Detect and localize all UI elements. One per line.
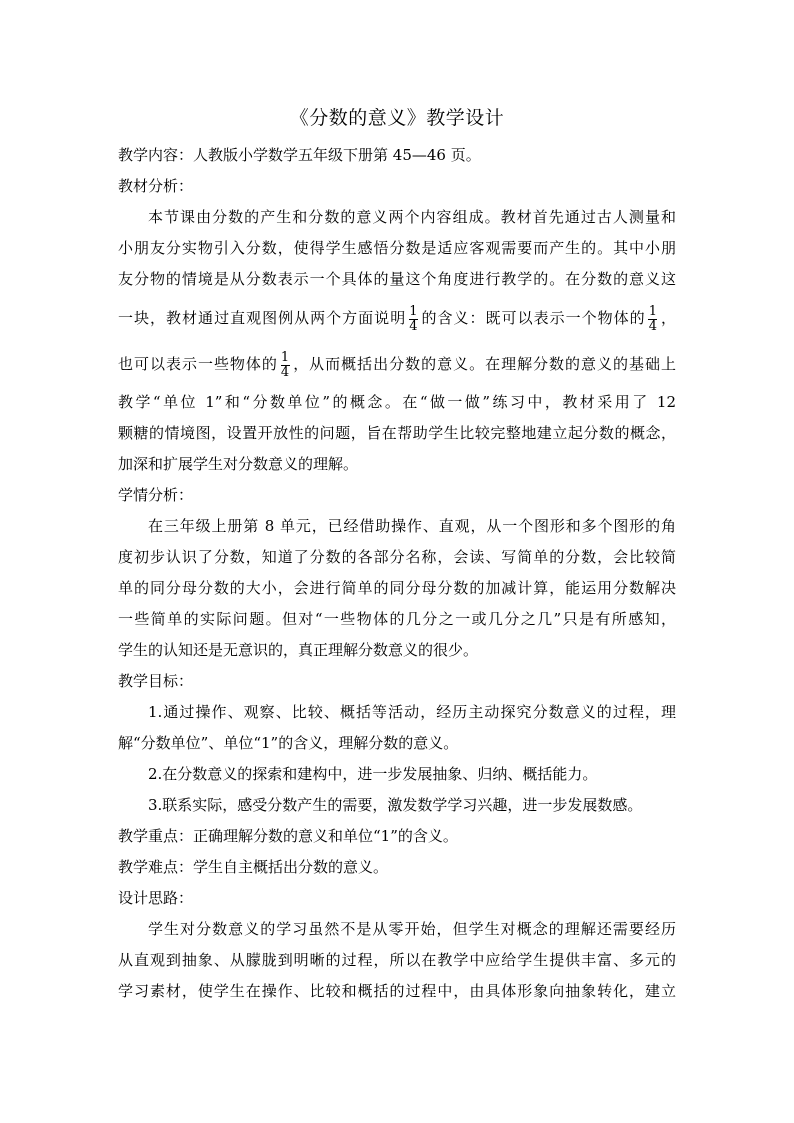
material-analysis-paragraph	[118, 202, 676, 480]
text-line: 单的同分母分数的大小，会进行简单的同分母分数的加减计算，能运用分数解决	[118, 579, 676, 597]
goal-item: 1.通过操作、观察、比较、概括等活动，经历主动探究分数意义的过程，理	[148, 703, 676, 721]
teaching-content: 教学内容：人教版小学数学五年级下册第 45—46 页。	[118, 146, 481, 164]
text-line: 颗糖的情境图，设置开放性的问题，旨在帮助学生比较完整地建立起分数的概念，	[118, 424, 676, 442]
text-line: 从直观到抽象、从朦胧到明晰的过程，所以在教学中应给学生提供丰富、多元的	[118, 951, 676, 969]
text-line: 小朋友分实物引入分数，使得学生感悟分数是适应客观需要而产生的。其中小朋	[118, 239, 676, 257]
text-segment: 也可以表示一些物体的	[118, 355, 278, 373]
teaching-goals-heading: 教学目标：	[118, 672, 194, 690]
fraction-denominator: 4	[280, 364, 290, 380]
text-line-with-fractions	[118, 295, 676, 341]
learner-analysis-heading: 学情分析：	[118, 486, 194, 504]
text-line: 友分物的情境是从分数表示一个具体的量这个角度进行教学的。在分数的意义这	[118, 270, 676, 288]
text-line: 学习素材，使学生在操作、比较和概括的过程中，由具体形象向抽象转化，建立	[118, 982, 676, 1000]
fraction-one-quarter	[280, 351, 290, 380]
text-line-with-fraction	[118, 341, 676, 387]
document-body	[118, 140, 676, 1007]
design-idea-heading: 设计思路：	[118, 889, 194, 907]
key-point: 教学重点：正确理解分数的意义和单位“1”的含义。	[118, 827, 458, 845]
text-line: 一些简单的实际问题。但对“一些物体的几分之一或几分之几”只是有所感知，	[118, 610, 676, 628]
goal-item: 3.联系实际，感受分数产生的需要，激发数学学习兴趣，进一步发展数感。	[148, 796, 643, 814]
text-line: 加深和扩展学生对分数意义的理解。	[118, 455, 359, 473]
document-title: 《分数的意义》教学设计	[289, 107, 505, 129]
text-segment: 的含义：既可以表示一个物体的	[420, 309, 646, 327]
text-line: 教学“单位 1”和“分数单位”的概念。在“做一做”练习中，教材采用了 12	[118, 393, 676, 411]
fraction-numerator: 1	[409, 303, 418, 319]
teaching-goals-list	[118, 697, 676, 821]
goal-item-continued: 解“分数单位”、单位“1”的含义，理解分数的意义。	[118, 734, 459, 752]
text-segment: 一块，教材通过直观图例从两个方面说明	[118, 309, 407, 327]
text-segment: ，从而概括出分数的意义。在理解分数的意义的基础上	[292, 355, 676, 373]
fraction-denominator: 4	[409, 318, 418, 334]
text-segment: ，	[659, 309, 676, 327]
fraction-denominator: 4	[648, 318, 657, 334]
difficult-point: 教学难点：学生自主概括出分数的意义。	[118, 858, 389, 876]
text-line: 学生的认知还是无意识的，真正理解分数意义的很少。	[118, 641, 479, 659]
fraction-one-quarter	[408, 305, 418, 334]
text-line: 本节课由分数的产生和分数的意义两个内容组成。教材首先通过古人测量和	[148, 208, 676, 226]
text-line: 度初步认识了分数，知道了分数的各部分名称，会读、写简单的分数，会比较简	[118, 548, 676, 566]
fraction-numerator: 1	[648, 303, 657, 319]
material-analysis-heading: 教材分析：	[118, 177, 194, 195]
text-line: 学生对分数意义的学习虽然不是从零开始，但学生对概念的理解还需要经历	[148, 920, 676, 938]
fraction-one-quarter	[648, 305, 658, 334]
design-idea-paragraph	[118, 914, 676, 1007]
fraction-numerator: 1	[280, 349, 290, 365]
goal-item: 2.在分数意义的探索和建构中，进一步发展抽象、归纳、概括能力。	[148, 765, 598, 783]
text-line: 在三年级上册第 8 单元，已经借助操作、直观，从一个图形和多个图形的角	[148, 517, 676, 535]
learner-analysis-paragraph	[118, 511, 676, 666]
